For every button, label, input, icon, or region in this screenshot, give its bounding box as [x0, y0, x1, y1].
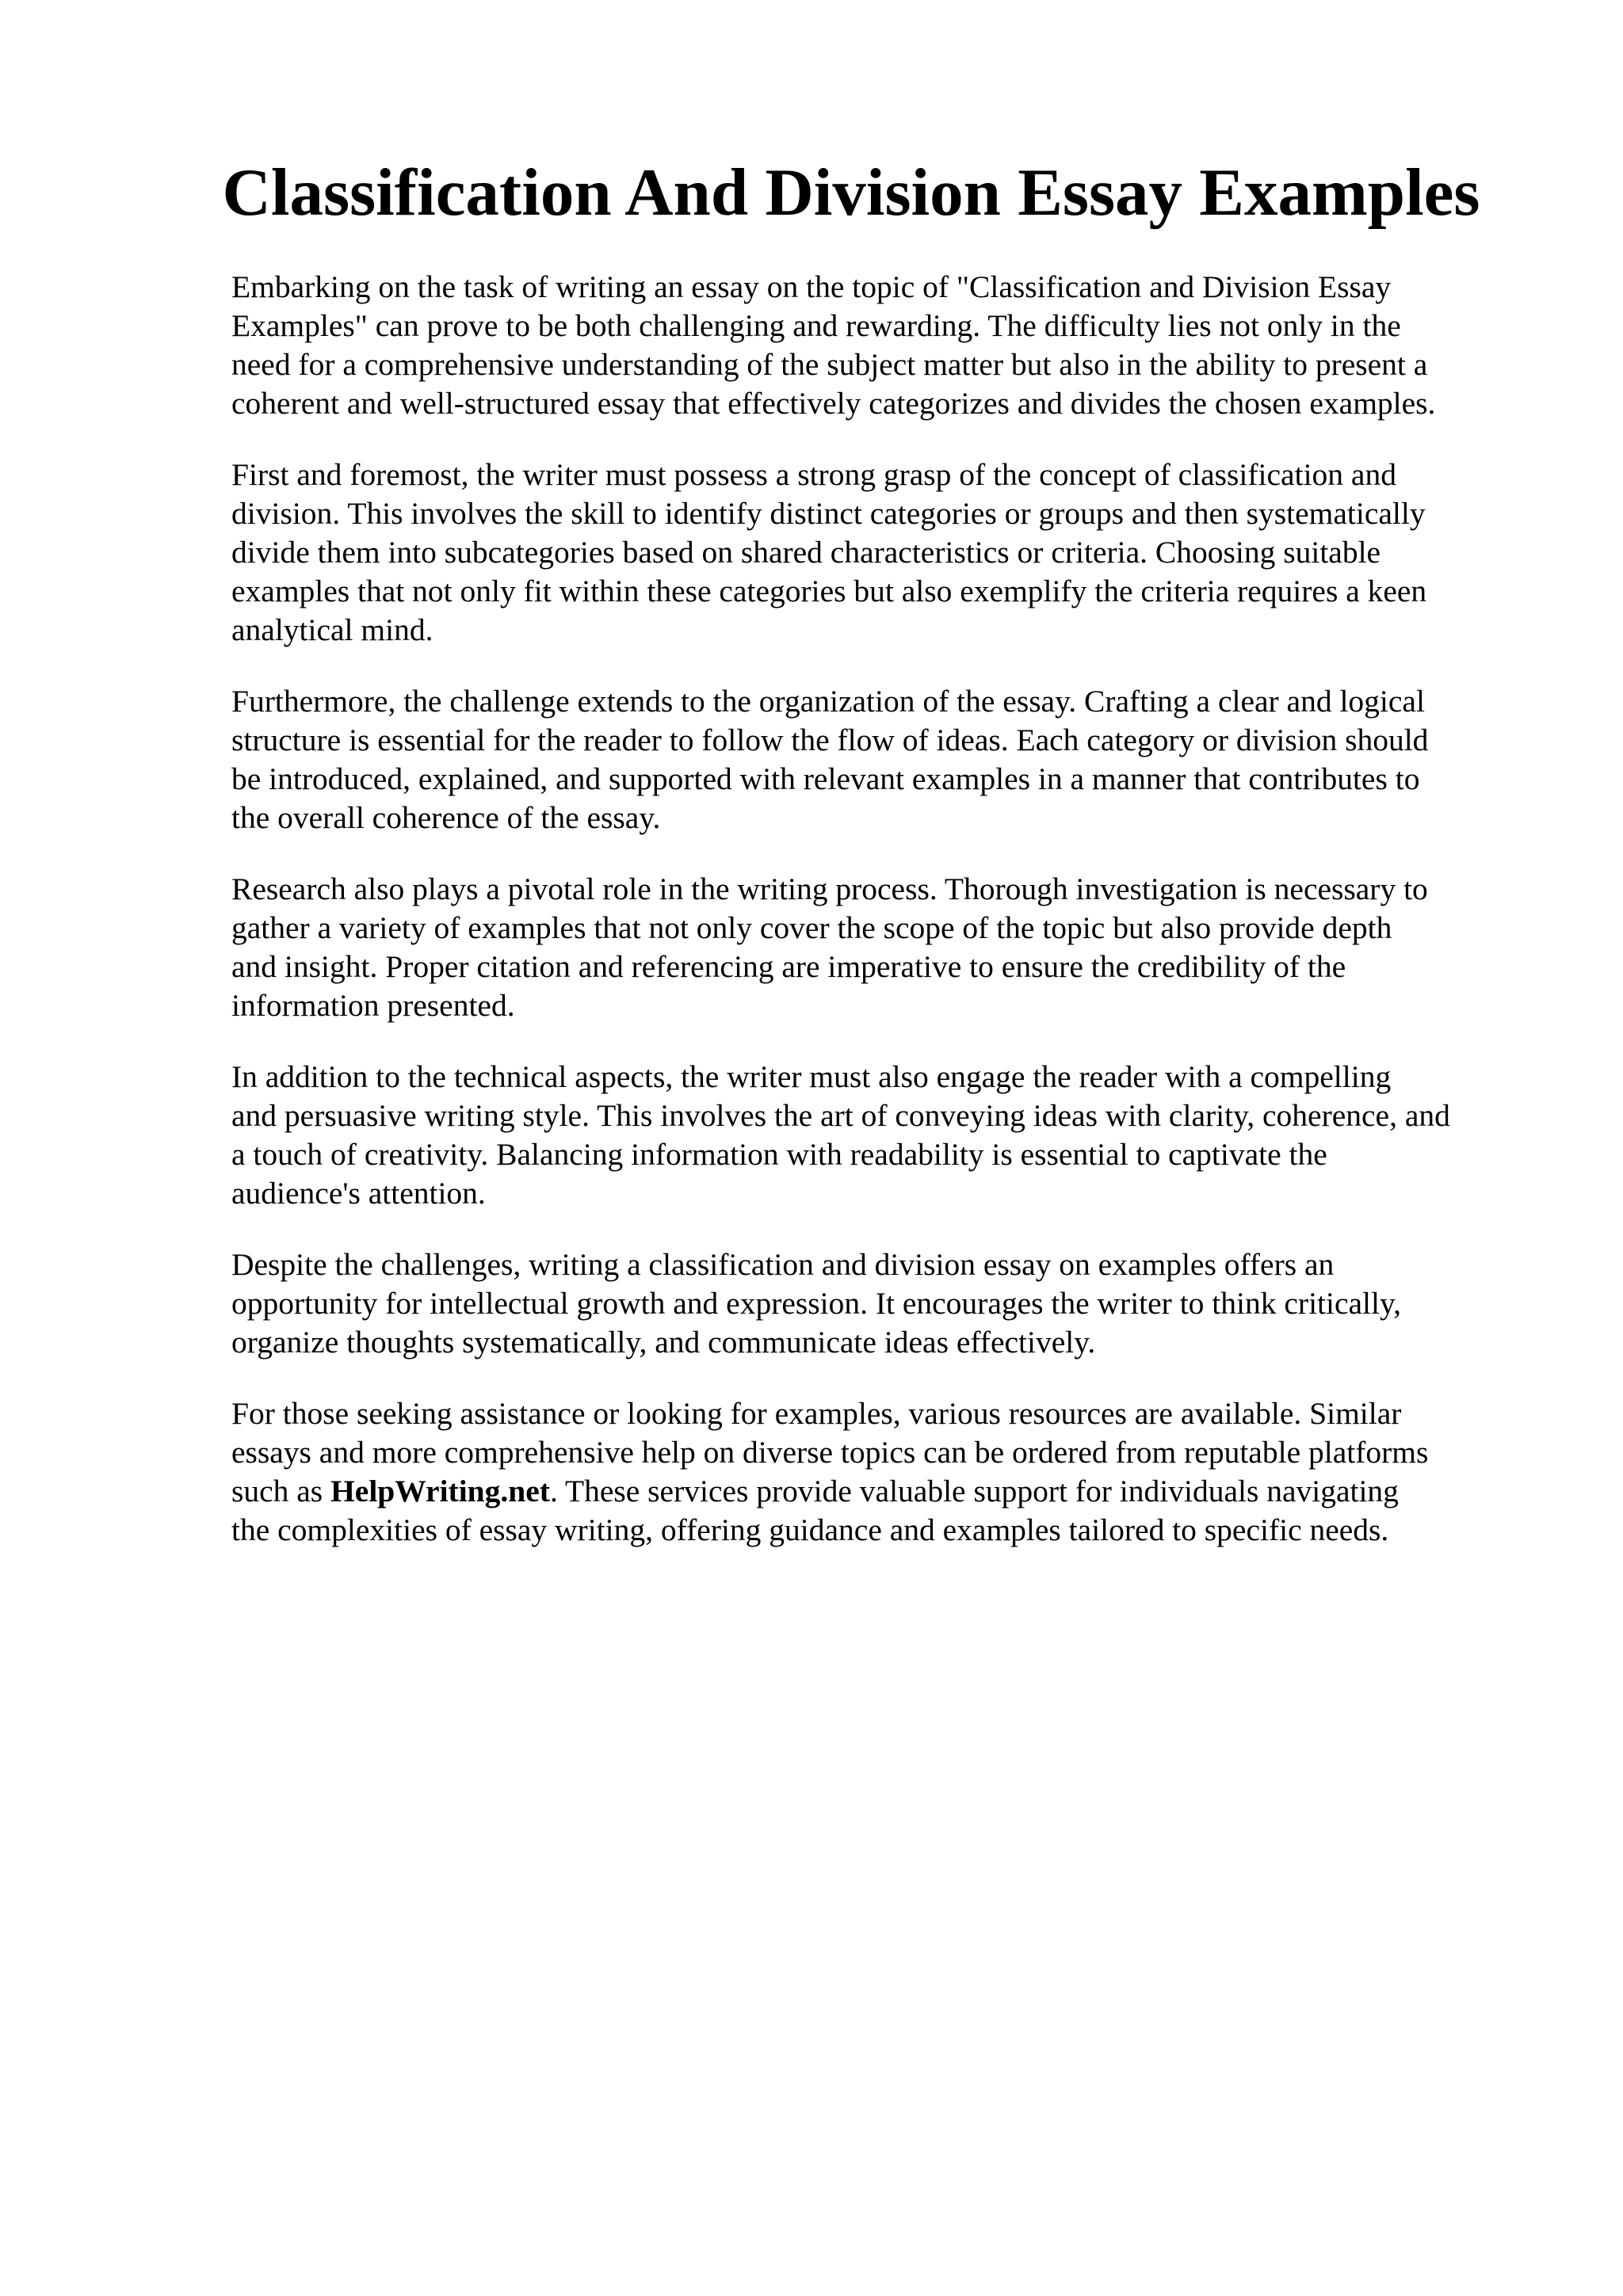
text-line: In addition to the technical aspects, the writer must also engage the reader with a compelling [231, 1059, 1392, 1094]
essay-body [231, 268, 1531, 1582]
text-line: examples that not only fit within these categories but also exemplify the criteria requires a keen [231, 574, 1427, 608]
text-line: Embarking on the task of writing an essay on the topic of "Classification and Division Essay [231, 269, 1392, 304]
text-line: Research also plays a pivotal role in the writing process. Thorough investigation is necessary to [231, 871, 1428, 906]
paragraph-1 [231, 268, 1531, 423]
text-line: the complexities of essay writing, offering guidance and examples tailored to specific needs. [231, 1512, 1389, 1547]
text-line: a touch of creativity. Balancing information with readability is essential to captivate the [231, 1137, 1327, 1172]
paragraph-2 [231, 456, 1531, 650]
text-line: divide them into subcategories based on shared characteristics or criteria. Choosing suitable [231, 535, 1381, 570]
text-line: division. This involves the skill to identify distinct categories or groups and then systematically [231, 496, 1426, 531]
text-line: Examples" can prove to be both challenging and rewarding. The difficulty lies not only in the [231, 308, 1401, 343]
text-line: organize thoughts systematically, and communicate ideas effectively. [231, 1325, 1096, 1360]
text-line: need for a comprehensive understanding of the subject matter but also in the ability to present a [231, 347, 1428, 382]
text-line: information presented. [231, 988, 515, 1023]
text-line: audience's attention. [231, 1176, 486, 1211]
text-line: Furthermore, the challenge extends to the organization of the essay. Crafting a clear and logical [231, 684, 1425, 719]
text-line: the overall coherence of the essay. [231, 800, 661, 835]
text-line: For those seeking assistance or looking for examples, various resources are available. Similar [231, 1396, 1402, 1431]
text-line: gather a variety of examples that not only cover the scope of the topic but also provide depth [231, 910, 1392, 945]
paragraph-3 [231, 682, 1531, 837]
paragraph-6 [231, 1245, 1531, 1362]
text-line: and persuasive writing style. This involves the art of conveying ideas with clarity, coherence, and [231, 1098, 1450, 1133]
text-line-with-brand [231, 1472, 1531, 1511]
text-line: structure is essential for the reader to follow the flow of ideas. Each category or division should [231, 723, 1429, 757]
paragraph-4 [231, 870, 1531, 1025]
text-line: analytical mind. [231, 612, 433, 647]
text-fragment: such as [231, 1474, 331, 1508]
text-line: be introduced, explained, and supported with relevant examples in a manner that contributes to [231, 761, 1420, 796]
paragraph-7 [231, 1394, 1531, 1550]
text-line: opportunity for intellectual growth and expression. It encourages the writer to think critically, [231, 1286, 1402, 1321]
text-line: and insight. Proper citation and referencing are imperative to ensure the credibility of the [231, 949, 1346, 984]
text-fragment: . These services provide valuable support for individuals navigating [549, 1474, 1399, 1508]
text-line: First and foremost, the writer must possess a strong grasp of the concept of classification and [231, 457, 1396, 492]
helpwriting-brand-link[interactable]: HelpWriting.net [330, 1474, 550, 1508]
text-line: Despite the challenges, writing a classification and division essay on examples offers an [231, 1247, 1335, 1282]
paragraph-5 [231, 1058, 1531, 1213]
text-line: coherent and well-structured essay that effectively categorizes and divides the chosen examples. [231, 386, 1436, 421]
text-line: essays and more comprehensive help on diverse topics can be ordered from reputable platforms [231, 1435, 1429, 1470]
page-title: Classification And Division Essay Examples [222, 155, 1480, 230]
